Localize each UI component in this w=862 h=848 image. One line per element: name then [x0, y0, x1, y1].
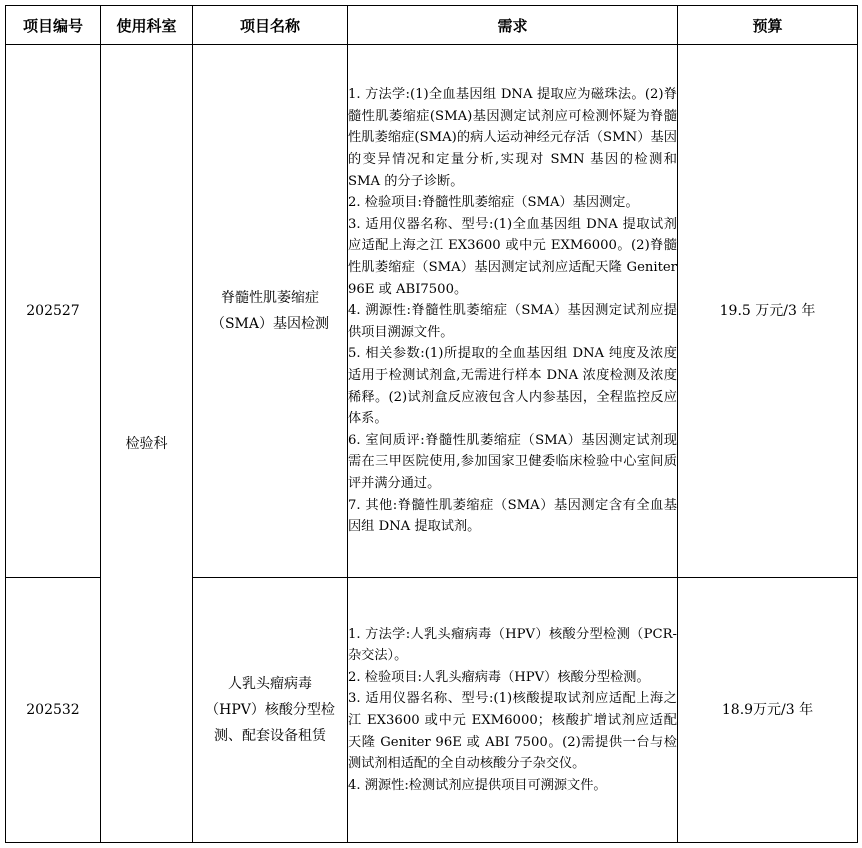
requirement-item: 2. 检验项目:人乳头瘤病毒（HPV）核酸分型检测。 [348, 669, 650, 685]
requirement-item: 4. 溯源性:检测试剂应提供项目可溯源文件。 [348, 777, 607, 793]
header-requirements: 需求 [348, 6, 678, 45]
project-name-line: （HPV）核酸分型检 [205, 702, 335, 718]
header-budget: 预算 [678, 6, 858, 45]
header-project-name: 项目名称 [193, 6, 348, 45]
project-id-cell: 202527 [6, 45, 101, 578]
project-name-line: 测、配套设备租赁 [214, 728, 326, 744]
header-project-id: 项目编号 [6, 6, 101, 45]
requirement-item: 3. 适用仪器名称、型号:(1)全血基因组 DNA 提取试剂应适配上海之江 EX3600 或中元 EXM6000。(2)脊髓性肌萎缩症（SMA）基因测定试剂应适配天隆 Geniter 96E 或 ABI7500。 [348, 216, 682, 297]
project-name-cell [193, 578, 348, 843]
requirements-cell [348, 578, 678, 843]
department-cell: 检验科 [101, 45, 193, 843]
requirements-cell [348, 45, 682, 578]
budget-cell: 19.5 万元/3 年 [678, 45, 858, 578]
requirement-item: 5. 相关参数:(1)所提取的全血基因组 DNA 纯度及浓度适用于检测试剂盒,无需进行样本 DNA 浓度检测及浓度稀释。(2)试剂盒反应液包含人内参基因，全程监控反应体系。 [348, 346, 677, 427]
procurement-table [5, 5, 858, 843]
project-name-line: 人乳头瘤病毒 [228, 676, 312, 692]
header-row [6, 6, 858, 45]
table-row [6, 45, 858, 578]
project-id-cell: 202532 [6, 578, 101, 843]
requirement-item: 1. 方法学:(1)全血基因组 DNA 提取应为磁珠法。(2)脊髓性肌萎缩症(SMA)基因测定试剂应可检测怀疑为脊髓性肌萎缩症(SMA)的病人运动神经元存活（SMN）基因的变异情况和定量分析,实现对 SMN 基因的检测和 SMA 的分子诊断。 [348, 87, 682, 189]
requirement-item: 4. 溯源性:脊髓性肌萎缩症（SMA）基因测定试剂应提供项目溯源文件。 [348, 303, 677, 340]
header-department: 使用科室 [101, 6, 193, 45]
project-name-line: （SMA）基因检测 [210, 316, 330, 332]
budget-cell: 18.9万元/3 年 [678, 578, 858, 843]
requirement-item: 1. 方法学:人乳头瘤病毒（HPV）核酸分型检测（PCR-杂交法）。 [348, 626, 677, 664]
project-name-line: 脊髓性肌萎缩症 [221, 290, 319, 306]
requirement-item: 6. 室间质评:脊髓性肌萎缩症（SMA）基因测定试剂现需在三甲医院使用,参加国家卫健委临床检验中心室间质评并满分通过。 [348, 432, 677, 491]
requirement-item: 3. 适用仪器名称、型号:(1)核酸提取试剂应适配上海之江 EX3600 或中元 EXM6000；核酸扩增试剂应适配天隆 Geniter 96E 或 ABI 7500。(2)需提供一台与检测试剂相适配的全自动核酸分子杂交仪。 [348, 691, 677, 772]
requirement-item: 7. 其他:脊髓性肌萎缩症（SMA）基因测定含有全血基因组 DNA 提取试剂。 [348, 497, 677, 535]
requirement-item: 2. 检验项目:脊髓性肌萎缩症（SMA）基因测定。 [348, 195, 639, 211]
project-name-cell [193, 45, 348, 578]
